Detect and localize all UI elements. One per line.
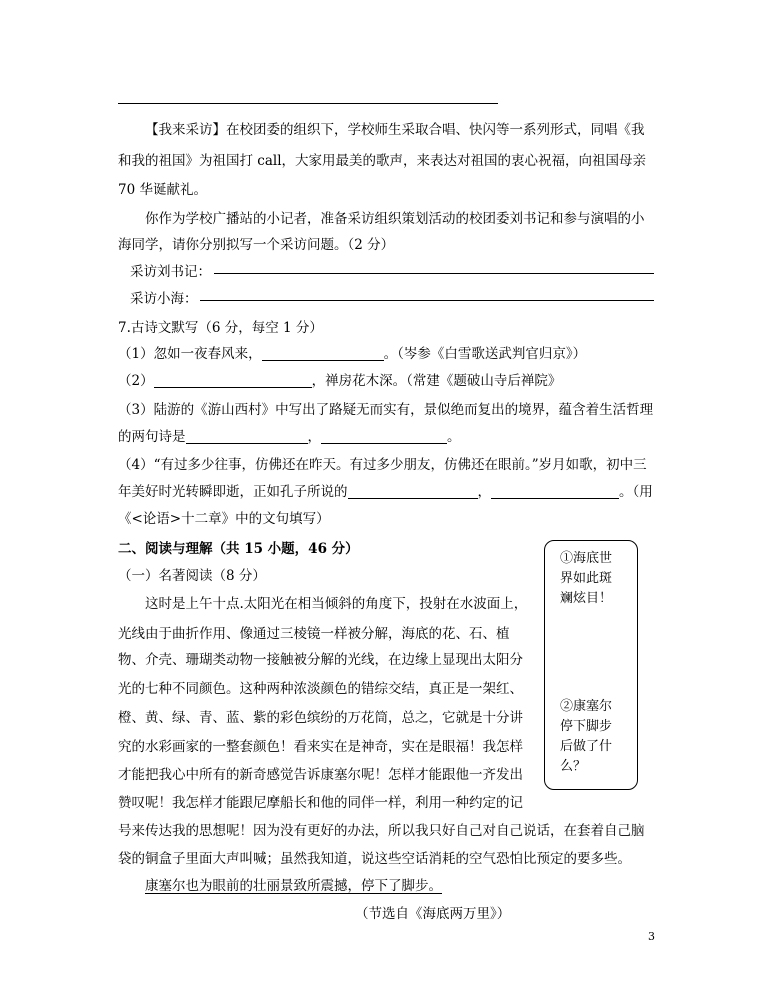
q7-item3-end: 。: [447, 429, 461, 445]
side-note-2-line: ②康塞尔: [560, 699, 613, 714]
q7-item2-prefix: （2）: [118, 373, 154, 389]
q7-item3-comma: ，: [307, 429, 321, 445]
passage-line10: 袋的铜盒子里面大声叫喊；虽然我知道，说这些空话消耗的空气恐怕比预定的要多些。: [118, 851, 631, 867]
q7-item1: [118, 342, 586, 362]
q7-item2-blank[interactable]: [154, 373, 312, 388]
interview-para1-line1: 【我来采访】在校团委的组织下，学校师生采取合唱、快闪等一系列形式，同唱《我: [145, 122, 645, 138]
q7-item4-line1: （4）“有过多少往事，仿佛还在昨天。有过多少朋友，仿佛还在眼前。”岁月如歌，初中三: [118, 457, 647, 473]
q7-item4-blank1[interactable]: [348, 484, 478, 499]
passage-line5: 橙、黄、绿、青、蓝、紫的彩色缤纷的万花筒，总之，它就是十分讲: [118, 710, 523, 726]
q7-item3-line2: [118, 425, 461, 445]
passage-line9: 号来传达我的思想呢！因为没有更好的办法，所以我只好自己对自己说话，在套着自己脑: [118, 823, 645, 839]
interview-para2-line2: 海同学，请你分别拟写一个采访问题。（2 分）: [118, 237, 395, 253]
q7-item4-end: 。（用: [619, 484, 653, 500]
page-number: 3: [648, 930, 655, 943]
q7-item4-blank2[interactable]: [491, 484, 619, 499]
side-note-2-line: 么？: [560, 759, 587, 774]
side-note-2: [560, 697, 612, 777]
q7-item4-prefix: 年美好时光转瞬即逝，正如孔子所说的: [118, 484, 348, 500]
passage-line8: 赞叹呢！我怎样才能跟尼摩船长和他的同伴一样，利用一种约定的记: [118, 795, 523, 811]
interview-liu-answer-line[interactable]: [214, 273, 654, 274]
side-note-2-line: 停下脚步: [560, 719, 613, 734]
passage-line7: 才能把我心中所有的新奇感觉告诉康塞尔呢！怎样才能跟他一齐发出: [118, 767, 523, 783]
interview-para1-line3: 70 华诞献礼。: [118, 182, 207, 198]
passage-source: （节选自《海底两万里》）: [355, 906, 511, 922]
q7-item3-prefix: 的两句诗是: [118, 429, 186, 445]
section2-subheading: （一）名著阅读（8 分）: [118, 568, 266, 584]
q7-heading: 7.古诗文默写（6 分，每空 1 分）: [118, 320, 323, 336]
side-annotation-box: [544, 540, 638, 790]
interview-hai-label: 采访小海：: [130, 291, 198, 307]
q7-item4-comma: ，: [477, 484, 491, 500]
side-note-1-line: ①海底世: [560, 551, 613, 566]
q7-item4-line2: [118, 480, 653, 500]
q7-item1-prefix: （1）忽如一夜春风来，: [118, 346, 262, 362]
q7-item2-suffix: ，禅房花木深。（常建《题破山寺后禅院》: [311, 373, 562, 389]
passage-line11-underlined: 康塞尔也为眼前的壮丽景致所震撼，停下了脚步。: [145, 878, 442, 894]
interview-liu-label: 采访刘书记：: [130, 264, 211, 280]
side-note-1: [560, 549, 612, 609]
side-note-1-line: 界如此斑: [560, 571, 613, 586]
q7-item1-suffix: 。（岑参《白雪歌送武判官归京》）: [383, 346, 587, 362]
interview-para2-line1: 你作为学校广播站的小记者，准备采访组织策划活动的校团委刘书记和参与演唱的小: [145, 211, 645, 227]
passage-line6: 究的水彩画家的一整套颜色！看来实在是神奇，实在是眼福！我怎样: [118, 739, 523, 755]
interview-para1-line2: 和我的祖国》为祖国打 call，大家用最美的歌声，来表达对祖国的衷心祝福，向祖国母亲: [118, 153, 647, 169]
q7-item3-blank1[interactable]: [186, 429, 308, 444]
interview-hai-answer-line[interactable]: [200, 300, 654, 301]
q7-item1-blank[interactable]: [262, 346, 384, 361]
passage-line2: 光线由于曲折作用、像通过三棱镜一样被分解，海底的花、石、植: [118, 626, 510, 642]
passage-line3: 物、介壳、珊瑚类动物一接触被分解的光线，在边缘上显现出太阳分: [118, 652, 523, 668]
top-answer-line: [118, 103, 498, 104]
q7-item4-line3: 《<论语>十二章》中的文句填写）: [118, 511, 330, 527]
side-note-2-line: 后做了什: [560, 739, 613, 754]
q7-item3-blank2[interactable]: [321, 429, 447, 444]
passage-line1: 这时是上午十点.太阳光在相当倾斜的角度下，投射在水波面上，: [145, 596, 528, 612]
side-note-1-line: 斓炫目！: [560, 591, 613, 606]
q7-item2: [118, 369, 561, 389]
passage-line4: 光的七种不同颜色。这种两种浓淡颜色的错综交结，真正是一架红、: [118, 681, 523, 697]
section2-heading: 二、阅读与理解（共 15 小题，46 分）: [118, 541, 359, 557]
q7-item3-line1: （3）陆游的《游山西村》中写出了路疑无而实有，景似绝而复出的境界，蕴含着生活哲理: [118, 402, 654, 418]
